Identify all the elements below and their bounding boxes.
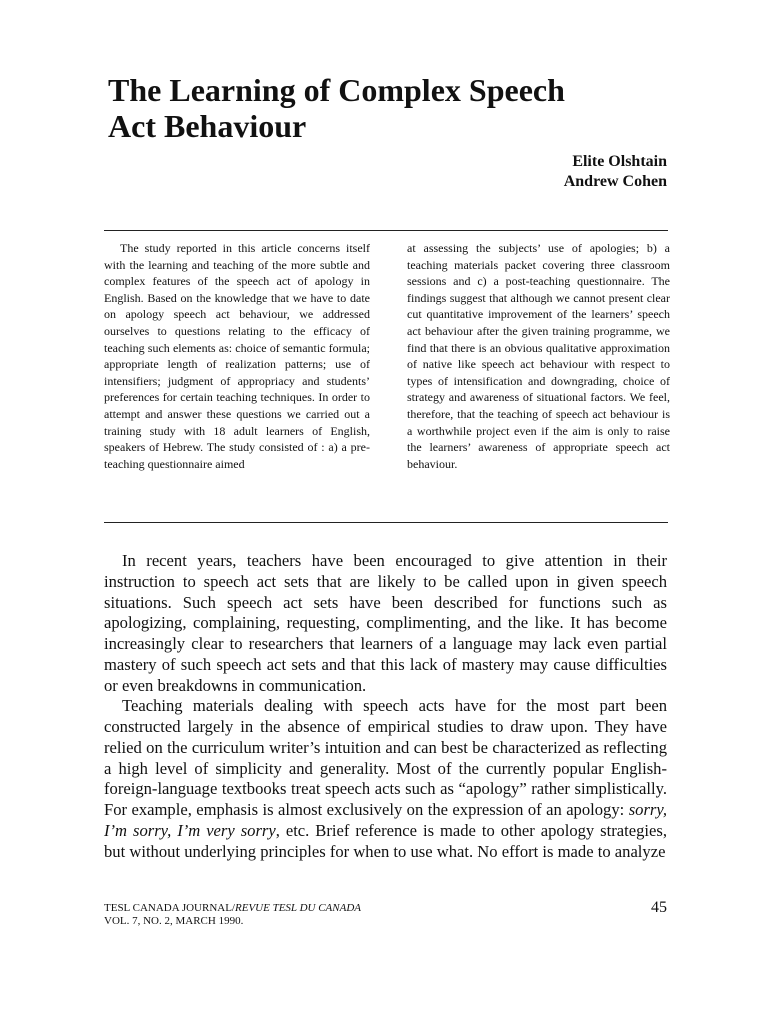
author-list [564, 152, 667, 192]
article-body [104, 551, 667, 862]
abstract [104, 240, 668, 516]
body-paragraph-1: In recent years, teachers have been encouraged to give attention in their instruction to speech act sets that are likely to be called upon in given speech situations. Such speech act sets have been described for functions such as apologizing, complaining, requesting, complimenting, and the like. It has become increasingly clear to researchers that learners of a language may lack even partial mastery of such speech act sets and that this lack of mastery may cause difficulties or even breakdowns in communication. [104, 551, 667, 695]
paragraph-2-text-b: , etc. Brief reference is made to other apology strategies, but without underlying principles for when to use what. No effort is made to analyze [104, 820, 667, 861]
body-paragraph-2 [104, 696, 667, 862]
page-footer [104, 902, 667, 928]
journal-name-english: TESL CANADA JOURNAL/ [104, 902, 235, 914]
author-2: Andrew Cohen [563, 173, 667, 190]
article-title [108, 72, 708, 144]
abstract-column-right: at assessing the subjects’ use of apologies; b) a teaching materials packet covering three classroom sessions and c) a post-teaching questionnaire. The findings suggest that although we cannot present clear cut quantitative improvement of the learners’ speech act behaviour after the given training programme, we find that there is an obvious qualitative approximation of native like speech act behaviour with respect to types of intensification and downgrading, choice of strategy and awareness of situational factors. We feel, therefore, that the teaching of speech act behaviour is a worthwhile project even if the aim is only to raise the learners’ awareness of appropriate speech act behaviour. [407, 241, 670, 471]
abstract-top-rule [104, 230, 668, 231]
paragraph-2-text-a: Teaching materials dealing with speech acts have for the most part been constructed largely in the absence of empirical studies to draw upon. They have relied on the curriculum writer’s intuition and can best be characterized as reflecting a high level of simplicity and generality. Most of the currently popular English-foreign-language textbooks treat speech acts such as “apology” rather simplistically. For example, emphasis is almost exclusively on the expression of an apology: [104, 696, 667, 819]
abstract-bottom-rule [104, 522, 668, 523]
journal-name-french: REVUE TESL DU CANADA [235, 902, 361, 914]
journal-name [104, 902, 667, 915]
author-1: Elite Olshtain [572, 153, 667, 170]
title-line-2: Act Behaviour [108, 108, 307, 144]
abstract-column-left: The study reported in this article concerns itself with the learning and teaching of the more subtle and complex features of the speech act of apology in English. Based on the knowledge that we have to date on apology speech act behaviour, we addressed ourselves to questions relating to the efficacy of teaching such elements as: choice of semantic formula; appropriate length of realization patterns; use of intensifiers; judgment of appropriacy and students’ preferences for certain teaching techniques. In order to attempt and answer these questions we carried out a training study with 18 adult learners of English, speakers of Hebrew. The study consisted of : a) a pre-teaching questionnaire aimed [104, 241, 370, 471]
page-number: 45 [651, 899, 667, 916]
paragraph-2-italic-example: sorry, I’m sorry, I’m very sorry [104, 800, 667, 840]
title-line-1: The Learning of Complex Speech [108, 72, 565, 108]
journal-volume: VOL. 7, NO. 2, MARCH 1990. [104, 915, 244, 927]
